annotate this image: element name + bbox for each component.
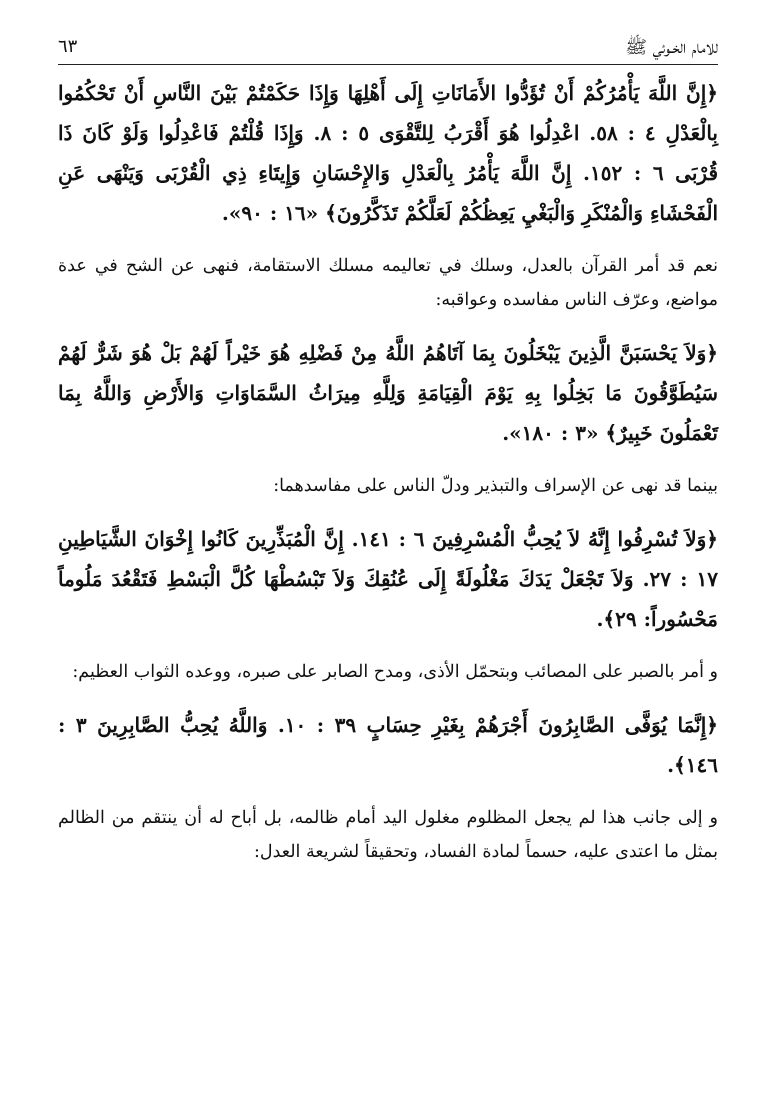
quran-verse-avarice: ﴿وَلاَ يَحْسَبَنَّ الَّذِينَ يَبْخَلُونَ بِمَا آتَاهُمُ اللَّهُ مِنْ فَضْلِهِ هُوَ خَيْراً لَهُمْ بَلْ هُوَ شَرٌّ لَهُمْ سَيُطَوَّقُونَ مَا بَخِلُوا بِهِ يَوْمَ الْقِيَامَةِ وَلِلَّهِ مِيرَاثُ السَّمَاوَاتِ وَالأَرْضِ وَاللَّهُ بِمَا تَعْمَلُونَ خَبِيرٌ﴾ «٣ : ١٨٠». xyxy=(58,341,719,445)
page-body xyxy=(58,73,718,869)
book-page xyxy=(58,34,718,1074)
quran-verse-justice: ﴿إِنَّ اللَّهَ يَأْمُرُكُمْ أَنْ تُؤَدُّوا الأَمَانَاتِ إِلَى أَهْلِهَا وَإِذَا حَكَمْتُمْ بَيْنَ النَّاسِ أَنْ تَحْكُمُوا بِالْعَدْلِ ٤ : ٥٨. اعْدِلُوا هُوَ أَقْرَبُ لِلتَّقْوَى ٥ : ٨. وَإِذَا قُلْتُمْ فَاعْدِلُوا وَلَوْ كَانَ ذَا قُرْبَى ٦ : ١٥٢. إِنَّ اللَّهَ يَأْمُرُ بِالْعَدْلِ وَالإِحْسَانِ وَإِيتَاءِ ذِي الْقُرْبَى وَيَنْهَى عَنِ الْفَحْشَاءِ وَالْمُنْكَرِ وَالْبَغْيِ يَعِظُكُمْ لَعَلَّكُمْ تَذَكَّرُونَ﴾ «١٦ : ٩٠». xyxy=(58,81,719,225)
paragraph-patience-intro: و أمر بالصبر على المصائب وبتحمّل الأذى، ومدح الصابر على صبره، ووعده الثواب العظيم: xyxy=(72,662,718,682)
quran-verse-patience: ﴿إِنَّمَا يُوَفَّى الصَّابِرُونَ أَجْرَهُمْ بِغَيْرِ حِسَابٍ ٣٩ : ١٠. وَاللَّهُ يُحِبُّ الصَّابِرِينَ ٣ : ١٤٦﴾. xyxy=(58,713,718,777)
paragraph-extravagance-intro: بينما قد نهى عن الإسراف والتبذير ودلّ الناس على مفاسدهما: xyxy=(273,476,718,496)
quran-verse-extravagance: ﴿وَلاَ تُسْرِفُوا إِنَّهُ لاَ يُحِبُّ الْمُسْرِفِينَ ٦ : ١٤١. إِنَّ الْمُبَذِّرِينَ كَانُوا إِخْوَانَ الشَّيَاطِينِ ١٧ : ٢٧. وَلاَ تَجْعَلْ يَدَكَ مَغْلُولَةً إِلَى عُنُقِكَ وَلاَ تَبْسُطْهَا كُلَّ الْبَسْطِ فَتَقْعُدَ مَلُوماً مَحْسُوراً: ٢٩﴾. xyxy=(58,527,718,631)
running-title: للامام الخـوئي ﷺ xyxy=(625,37,718,58)
running-header xyxy=(58,34,718,65)
paragraph-retaliation-intro: و إلى جانب هذا لم يجعل المظلوم مغلول اليد أمام ظالمه، بل أباح له أن ينتقم من الظالم بمثل ما اعتدى عليه، حسماً لمادة الفساد، وتحقيقاً لشريعة العدل: xyxy=(58,808,718,862)
paragraph-avarice-intro: نعم قد أمر القرآن بالعدل، وسلك في تعاليمه مسلك الاستقامة، فنهى عن الشح في عدة مواضع، وعرّف الناس مفاسده وعواقبه: xyxy=(58,256,718,310)
page-number: ٦٣ xyxy=(58,36,78,57)
